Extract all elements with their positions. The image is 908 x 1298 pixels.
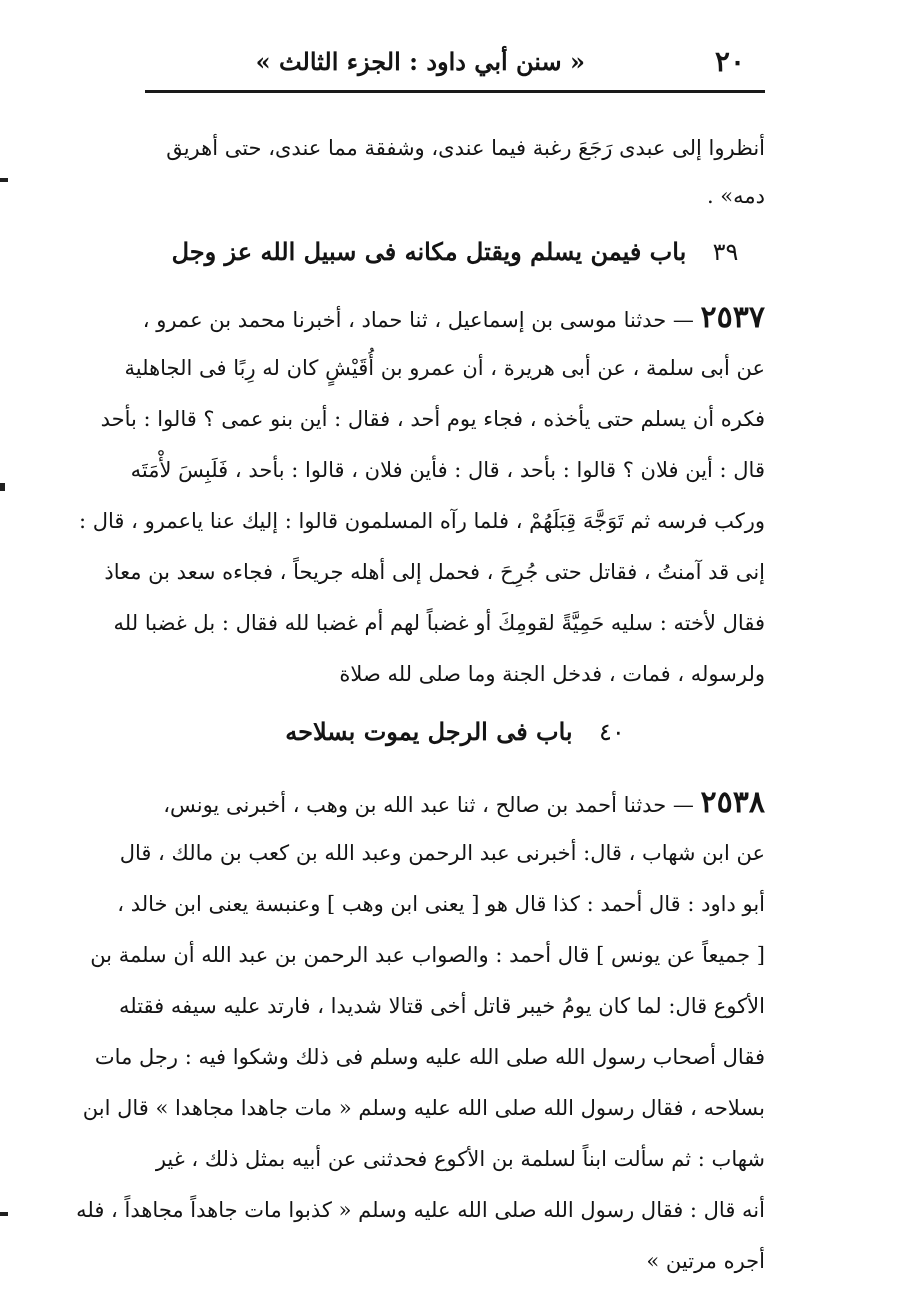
scan-edge-mark [0,178,8,182]
text-line: فقال لأخته : سليه حَمِيَّةً لقومِكَ أو غضباً لهم أم غضبا لله فقال : بل غضبا لله [113,611,765,635]
text-line: عن أبى سلمة ، عن أبى هريرة ، أن عمرو بن أُقَيْشٍ كان له رِبًا فى الجاهلية [124,356,765,380]
hadith-number: ٢٥٣٧ [700,300,765,335]
text-line: الأكوع قال: لما كان يومُ خيبر قاتل أخى قتالا شديدا ، فارتد عليه سيفه فقتله [118,994,765,1018]
continuation-paragraph [145,124,765,220]
text-line: [ جميعاً عن يونس ] قال أحمد : والصواب عبد الرحمن بن عبد الله أن سلمة بن [90,943,765,967]
scan-edge-mark [0,1212,8,1216]
text-line: أبو داود : قال أحمد : كذا قال هو [ يعنى ابن وهب ] وعنبسة يعنى ابن خالد ، [117,892,765,916]
text-line: عن ابن شهاب ، قال: أخبرنى عبد الرحمن وعبد الله بن كعب بن مالك ، قال [119,841,765,865]
chapter-title: باب فى الرجل يموت بسلاحه [285,717,573,746]
chapter-number: ٤٠ [598,718,625,746]
page-number: ٢٠ [714,45,745,78]
hadith-2537 [79,292,765,700]
text-line: ولرسوله ، فمات ، فدخل الجنة وما صلى لله صلاة [339,662,765,686]
text-line: فكره أن يسلم حتى يأخذه ، فجاء يوم أحد ، فقال : أين بنو عمى ؟ قالوا : بأحد [100,407,765,431]
text-line: شهاب : ثم سألت ابناً لسلمة بن الأكوع فحدثنى عن أبيه بمثل ذلك ، غير [155,1147,765,1171]
text-line: أنه قال : فقال رسول الله صلى الله عليه وسلم « كذبوا مات جاهداً مجاهداً ، فله [76,1198,765,1222]
text-line: أنظروا إلى عبدى رَجَعَ رغبة فيما عندى، وشفقة مما عندى، حتى أهريق [166,136,765,160]
text-line: قال : أين فلان ؟ قالوا : بأحد ، قال : فأين فلان ، قالوا : بأحد ، فَلَبِسَ لأْمَتَه [130,458,765,482]
chapter-heading-40 [145,712,765,752]
text-line: بسلاحه ، فقال رسول الله صلى الله عليه وسلم « مات جاهدا مجاهدا » قال ابن [82,1096,765,1120]
text-line: ٢٥٣٧ — حدثنا موسى بن إسماعيل ، ثنا حماد ، أخبرنا محمد بن عمرو ، [142,300,765,335]
text-line: أجره مرتين » [646,1249,765,1273]
chapter-heading-39 [145,232,765,272]
text-line: ٢٥٣٨ — حدثنا أحمد بن صالح ، ثنا عبد الله بن وهب ، أخبرنى يونس، [163,785,765,820]
running-header [145,42,765,86]
scan-edge-mark [0,483,5,491]
text-line: دمه» . [706,184,765,208]
chapter-number: ٣٩ [712,238,739,266]
text-line: وركب فرسه ثم تَوَجَّهَ قِبَلَهُمْ ، فلما رآه المسلمون قالوا : إليك عنا ياعمرو ، قال : [79,509,765,533]
header-rule [145,90,765,93]
hadith-number: ٢٥٣٨ [700,785,765,820]
running-title: « سنن أبي داود : الجزء الثالث » [255,47,585,76]
text-line: إنى قد آمنتُ ، فقاتل حتى جُرِحَ ، فحمل إلى أهله جريحاً ، فجاءه سعد بن معاذ [104,560,765,584]
hadith-2538 [76,777,765,1287]
text-line: فقال أصحاب رسول الله صلى الله عليه وسلم فى ذلك وشكوا فيه : رجل مات [94,1045,765,1069]
chapter-title: باب فيمن يسلم ويقتل مكانه فى سبيل الله عز وجل [171,237,687,266]
